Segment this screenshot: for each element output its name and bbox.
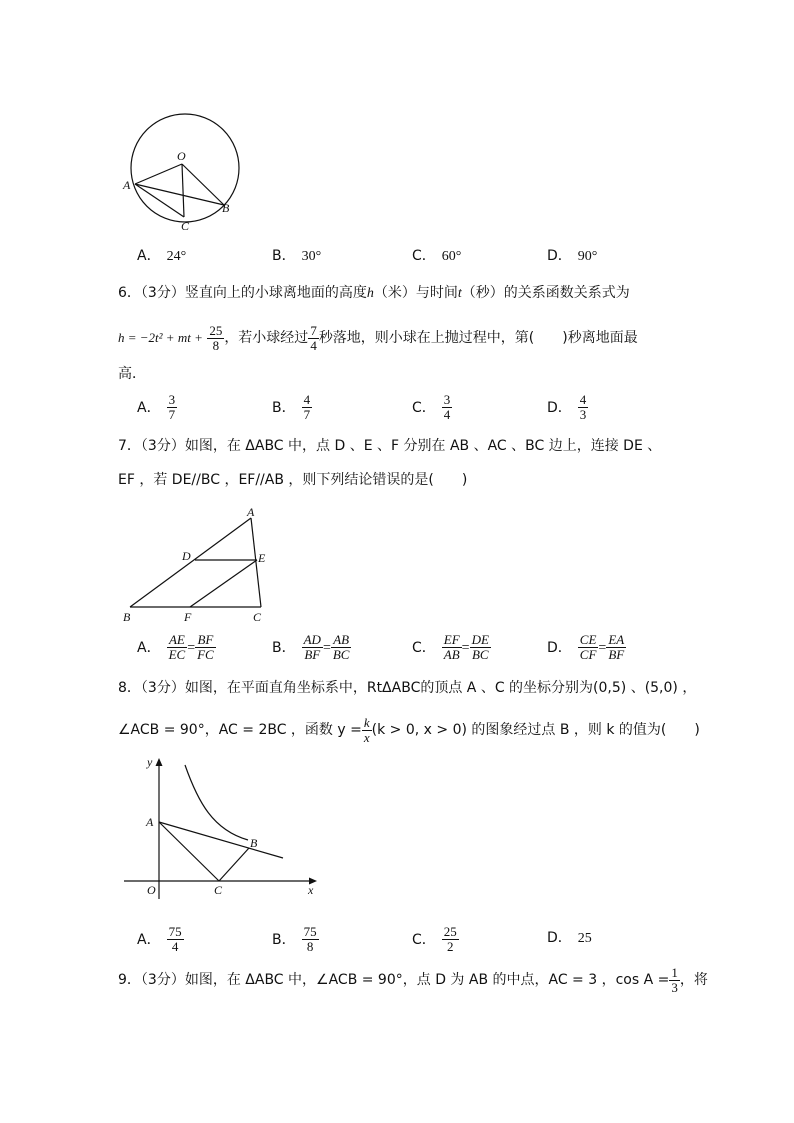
q5-segment-OA [135,164,182,184]
option-label: B． [272,399,296,416]
option-fraction [167,925,184,954]
fraction-denominator: 4 [171,939,179,954]
option-label: A． [137,639,161,656]
q6-number: 6． [118,285,141,301]
q8-number: 8． [118,680,141,696]
q8-option-d[interactable] [547,928,592,949]
q7-triangle-figure [118,504,278,628]
option-fraction [302,393,313,422]
q7-score: （3分） [140,438,185,454]
q6-text: （秒）的关系函数关系式为 [461,285,630,301]
option-label: C． [412,639,436,656]
fraction-numerator: 25 [443,924,457,939]
option-fraction-left [578,633,599,662]
fraction-denominator: 7 [168,407,176,422]
equals-sign: = [598,640,607,656]
q6-text: 高． [118,366,146,382]
equals-sign: = [187,640,196,656]
fraction-denominator: 8 [212,337,220,353]
fraction-denominator: 8 [306,939,314,954]
q5-segment-OB [182,164,224,205]
q8-text: ∠ACB = 90°，AC = 2BC ，函数 y = [118,722,362,738]
fraction-denominator: CF [579,647,597,662]
option-label: B． [272,639,296,656]
q5-option-b[interactable] [272,246,321,267]
fraction-denominator: BC [332,647,350,662]
q8-label-C: C [214,883,223,897]
q5-label-B: B [222,201,230,215]
fraction-numerator: 75 [303,924,317,939]
fraction-numerator: 4 [579,392,587,407]
option-label: C． [412,248,436,264]
q8-label-x: x [308,883,314,897]
q9-number: 9． [118,972,141,988]
q6-fraction-7-4 [308,324,319,353]
q8-hyperbola-curve [185,765,248,840]
option-fraction [442,925,459,954]
q6-option-b[interactable] [272,393,312,422]
fraction-denominator: 4 [310,337,317,353]
q6-text: ，若小球经过 [224,330,309,346]
q8-option-c[interactable] [412,925,459,954]
q7-option-c[interactable] [412,633,491,662]
option-label: B． [272,931,296,948]
fraction-numerator: EA [608,632,625,647]
q5-label-C: C [181,219,190,233]
option-fraction-left [167,633,188,662]
q6-text: 竖直向上的小球离地面的高度 [184,285,367,301]
fraction-numerator: 7 [310,322,317,338]
q6-fraction-25-8 [207,324,224,353]
fraction-denominator: BF [608,647,625,662]
q6-option-a[interactable] [137,393,177,422]
option-label: A． [137,248,161,264]
equals-sign: = [322,640,331,656]
fraction-numerator: AE [167,633,188,648]
q7-segment-EF [190,560,257,607]
option-label: D． [547,248,572,264]
option-label: C． [412,931,436,948]
q6-text: 秒落地，则小球在上抛过程中，第( )秒离地面最 [318,330,638,346]
q5-option-d[interactable] [547,246,597,267]
q8-fraction-k-x [362,716,372,745]
option-fraction-right [331,633,352,662]
option-fraction-right [195,633,216,662]
q7-label-F: F [184,610,192,624]
q5-segment-OC [182,164,184,217]
q8-coordinate-figure [118,752,328,902]
q9-stem-line1 [118,964,708,996]
q9-fraction-1-3 [669,966,680,995]
fraction-denominator: 4 [443,407,451,422]
q6-stem-line2 [118,322,638,354]
q9-score: （3分） [140,972,185,988]
q7-text: EF ，若 DE//BC ，EF//AB ，则下列结论错误的是( ) [118,472,468,488]
option-label: D． [547,399,572,416]
q6-option-c[interactable] [412,393,452,422]
fraction-numerator: 75 [168,924,182,939]
q7-option-b[interactable] [272,633,351,662]
q5-circle-figure [118,106,248,236]
q8-label-y: y [147,755,153,769]
q8-option-b[interactable] [272,925,319,954]
fraction-denominator: x [363,729,370,745]
option-fraction-left [442,633,462,662]
q8-text: 如图，在平面直角坐标系中，RtΔABC的顶点 A 、C 的坐标分别为(0,5) 、(5,0) ， [184,680,697,696]
fraction-numerator: DE [471,632,489,647]
fraction-numerator: 3 [443,392,451,407]
fraction-numerator: AD [303,632,321,647]
fraction-denominator: 3 [671,979,678,995]
q8-stem-line1 [118,678,696,698]
fraction-numerator: 1 [671,964,678,980]
option-fraction [302,925,319,954]
option-label: C． [412,399,436,416]
q5-label-A: A [123,178,131,192]
option-fraction [578,393,589,422]
option-value: 24° [166,249,187,264]
fraction-denominator: 2 [447,939,454,954]
q8-label-O: O [147,883,156,897]
q5-option-a[interactable] [137,246,186,267]
q9-text: ，将 [679,972,708,988]
q8-label-A: A [146,815,154,829]
fraction-denominator: AB [443,647,460,662]
q7-stem-line1 [118,436,661,456]
q7-label-E: E [258,551,266,565]
q9-text: 如图，在 ΔABC 中，∠ACB = 90°，点 D 为 AB 的中点，AC = 3 ，cos A = [184,972,670,988]
q8-score: （3分） [140,680,185,696]
fraction-denominator: BF [304,647,321,662]
q6-stem-line1 [118,283,630,304]
q8-text: (k > 0, x > 0) 的图象经过点 B ，则 k 的值为( ) [371,722,700,738]
fraction-numerator: k [363,714,370,730]
option-label: A． [137,399,161,416]
option-value: 60° [441,249,462,264]
option-label: A． [137,931,161,948]
q6-var-t: t [457,286,462,301]
fraction-numerator: 4 [303,392,311,407]
option-label: D． [547,930,572,946]
fraction-numerator: 25 [209,322,223,338]
option-fraction [167,393,178,422]
q5-segment-AB [135,184,224,205]
q6-stem-line3 [118,364,146,384]
q6-option-d[interactable] [547,393,588,422]
q7-option-a[interactable] [137,633,216,662]
option-fraction [442,393,453,422]
option-fraction-left [302,633,323,662]
q5-option-c[interactable] [412,246,461,267]
option-value: 90° [577,249,598,264]
q7-option-d[interactable] [547,633,626,662]
q6-formula: h = −2t² + mt + [118,330,203,345]
fraction-numerator: EF [443,632,460,647]
option-label: D． [547,639,572,656]
q7-label-C: C [253,610,262,624]
q7-label-A: A [247,505,255,519]
option-value: 30° [301,249,322,264]
fraction-numerator: BF [195,633,216,648]
fraction-numerator: 3 [168,392,176,407]
equals-sign: = [461,640,470,656]
option-fraction-right [606,633,626,662]
fraction-denominator: 3 [579,407,587,422]
q7-stem-line2 [118,470,467,490]
option-fraction-right [470,633,491,662]
fraction-denominator: BC [471,647,489,662]
fraction-numerator: AB [331,633,352,648]
q8-segment-CB [219,848,249,881]
fraction-numerator: CE [579,632,597,647]
q6-score: （3分） [140,285,185,301]
q8-label-B: B [250,836,258,850]
q8-option-a[interactable] [137,925,184,954]
q8-y-axis-arrow [156,758,163,766]
q6-text: （米）与时间 [373,285,458,301]
q7-label-D: D [182,549,191,563]
q7-text: 如图，在 ΔABC 中，点 D 、E 、F 分别在 AB 、AC 、BC 边上，连接 DE 、 [184,438,662,454]
fraction-denominator: EC [168,647,186,662]
q7-number: 7． [118,438,141,454]
option-label: B． [272,248,296,264]
option-value: 25 [577,931,592,946]
fraction-denominator: FC [197,647,214,662]
q8-stem-line2 [118,714,700,746]
fraction-denominator: 7 [303,407,311,422]
q6-var-h: h [366,286,374,301]
q7-label-B: B [123,610,131,624]
q5-label-O: O [177,149,186,163]
